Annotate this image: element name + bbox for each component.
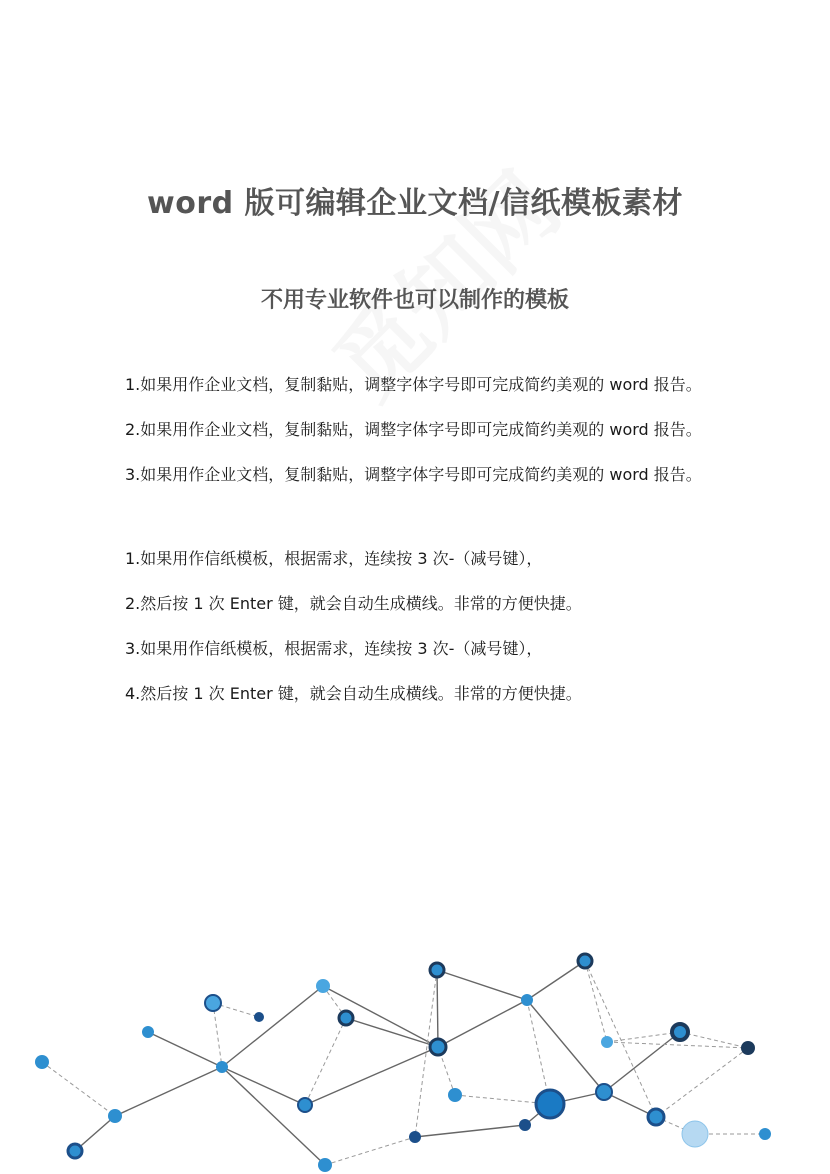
- instruction-line: 3.如果用作企业文档，复制黏贴，调整字体字号即可完成简约美观的 word 报告。: [125, 465, 702, 484]
- document-title: word 版可编辑企业文档/信纸模板素材: [147, 186, 683, 221]
- network-graphic: [0, 920, 830, 1174]
- instruction-line: 2.如果用作企业文档，复制黏贴，调整字体字号即可完成简约美观的 word 报告。: [125, 420, 702, 439]
- instruction-line: 3.如果用作信纸模板，根据需求，连续按 3 次-（减号键），: [125, 639, 543, 658]
- network-solid-lines: [75, 961, 680, 1165]
- instruction-line: 1.如果用作信纸模板，根据需求，连续按 3 次-（减号键），: [125, 549, 543, 568]
- network-dashed-lines: [42, 961, 765, 1165]
- letter-usage-instructions: [125, 536, 815, 716]
- document-subtitle: 不用专业软件也可以制作的模板: [260, 288, 569, 313]
- instruction-line: 2.然后按 1 次 Enter 键，就会自动生成横线。非常的方便快捷。: [125, 594, 582, 613]
- instruction-line: 1.如果用作企业文档，复制黏贴，调整字体字号即可完成简约美观的 word 报告。: [125, 375, 702, 394]
- doc-usage-instructions: [125, 362, 815, 497]
- instruction-line: 4.然后按 1 次 Enter 键，就会自动生成横线。非常的方便快捷。: [125, 684, 582, 703]
